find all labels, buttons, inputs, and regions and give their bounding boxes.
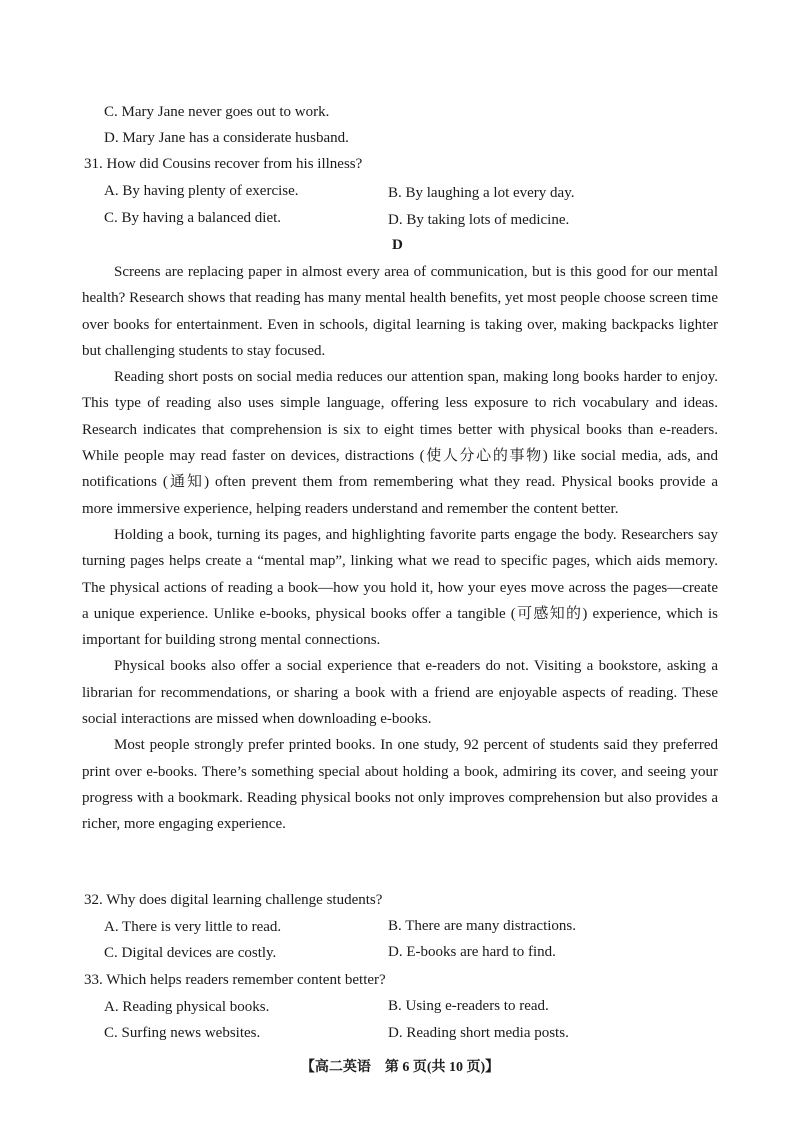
q32-question: 32. Why does digital learning challenge students? — [84, 892, 383, 908]
q32-option-a: A. There is very little to read. — [104, 919, 282, 935]
q31-option-a: A. By having plenty of exercise. — [104, 183, 299, 199]
q31-option-b: B. By laughing a lot every day. — [388, 185, 575, 201]
q30-option-d: D. Mary Jane has a considerate husband. — [104, 130, 349, 146]
q31-option-c: C. By having a balanced diet. — [104, 210, 282, 226]
q33-option-c: C. Surfing news websites. — [104, 1025, 261, 1041]
q32-option-c: C. Digital devices are costly. — [104, 945, 277, 961]
q30-option-c: C. Mary Jane never goes out to work. — [104, 104, 330, 120]
q33-option-b: B. Using e-readers to read. — [388, 998, 549, 1014]
passage-paragraph-2: Reading short posts on social media reduces our attention span, making long books harder to enjoy. This type of reading also uses simple language, offering less exposure to rich vocabulary and ideas. Research indicates that comprehension is six to eight times better with physical books than e-readers. While people may read faster on devices, distractions (使人分心的事物) like social media, ads, and notifications (通知) often prevent them from remembering what they read. Physical books provide a more immersive experience, helping readers understand and remember the content better. — [82, 369, 718, 517]
q32-option-b: B. There are many distractions. — [388, 918, 576, 934]
passage-paragraph-1: Screens are replacing paper in almost every area of communication, but is this good for our mental health? Research shows that reading has many mental health benefits, yet most people choose screen time over books for entertainment. Even in schools, digital learning is taking over, making backpacks lighter but challenging students to stay focused. — [82, 264, 718, 359]
passage-paragraph-4: Physical books also offer a social experience that e-readers do not. Visiting a bookstore, asking a librarian for recommendations, or sharing a book with a friend are enjoyable aspects of reading. These social interactions are missed when downloading e-books. — [82, 658, 718, 728]
passage-body — [82, 259, 718, 838]
q33-option-d: D. Reading short media posts. — [388, 1025, 569, 1041]
passage-paragraph-5: Most people strongly prefer printed books. In one study, 92 percent of students said they preferred print over e-books. There’s something special about holding a book, admiring its cover, and seeing your progress with a bookmark. Reading physical books not only improves comprehension but also provides a richer, more engaging experience. — [82, 737, 718, 833]
q32-option-d: D. E-books are hard to find. — [388, 944, 556, 960]
q31-option-d: D. By taking lots of medicine. — [388, 212, 570, 228]
page-footer: 【高二英语 第 6 页(共 10 页)】 — [300, 1060, 500, 1075]
passage-paragraph-3: Holding a book, turning its pages, and highlighting favorite parts engage the body. Researchers say turning pages helps create a “mental map”, linking what we read to specific pages, which aids memory. The physical actions of reading a book—how you hold it, how your eyes move across the pages—create a unique experience. Unlike e-books, physical books offer a tangible (可感知的) experience, which is important for building strong mental connections. — [82, 526, 718, 649]
passage-heading: D — [392, 237, 403, 253]
q31-question: 31. How did Cousins recover from his illness? — [84, 156, 363, 172]
q33-question: 33. Which helps readers remember content better? — [84, 972, 386, 988]
q33-option-a: A. Reading physical books. — [104, 999, 270, 1015]
